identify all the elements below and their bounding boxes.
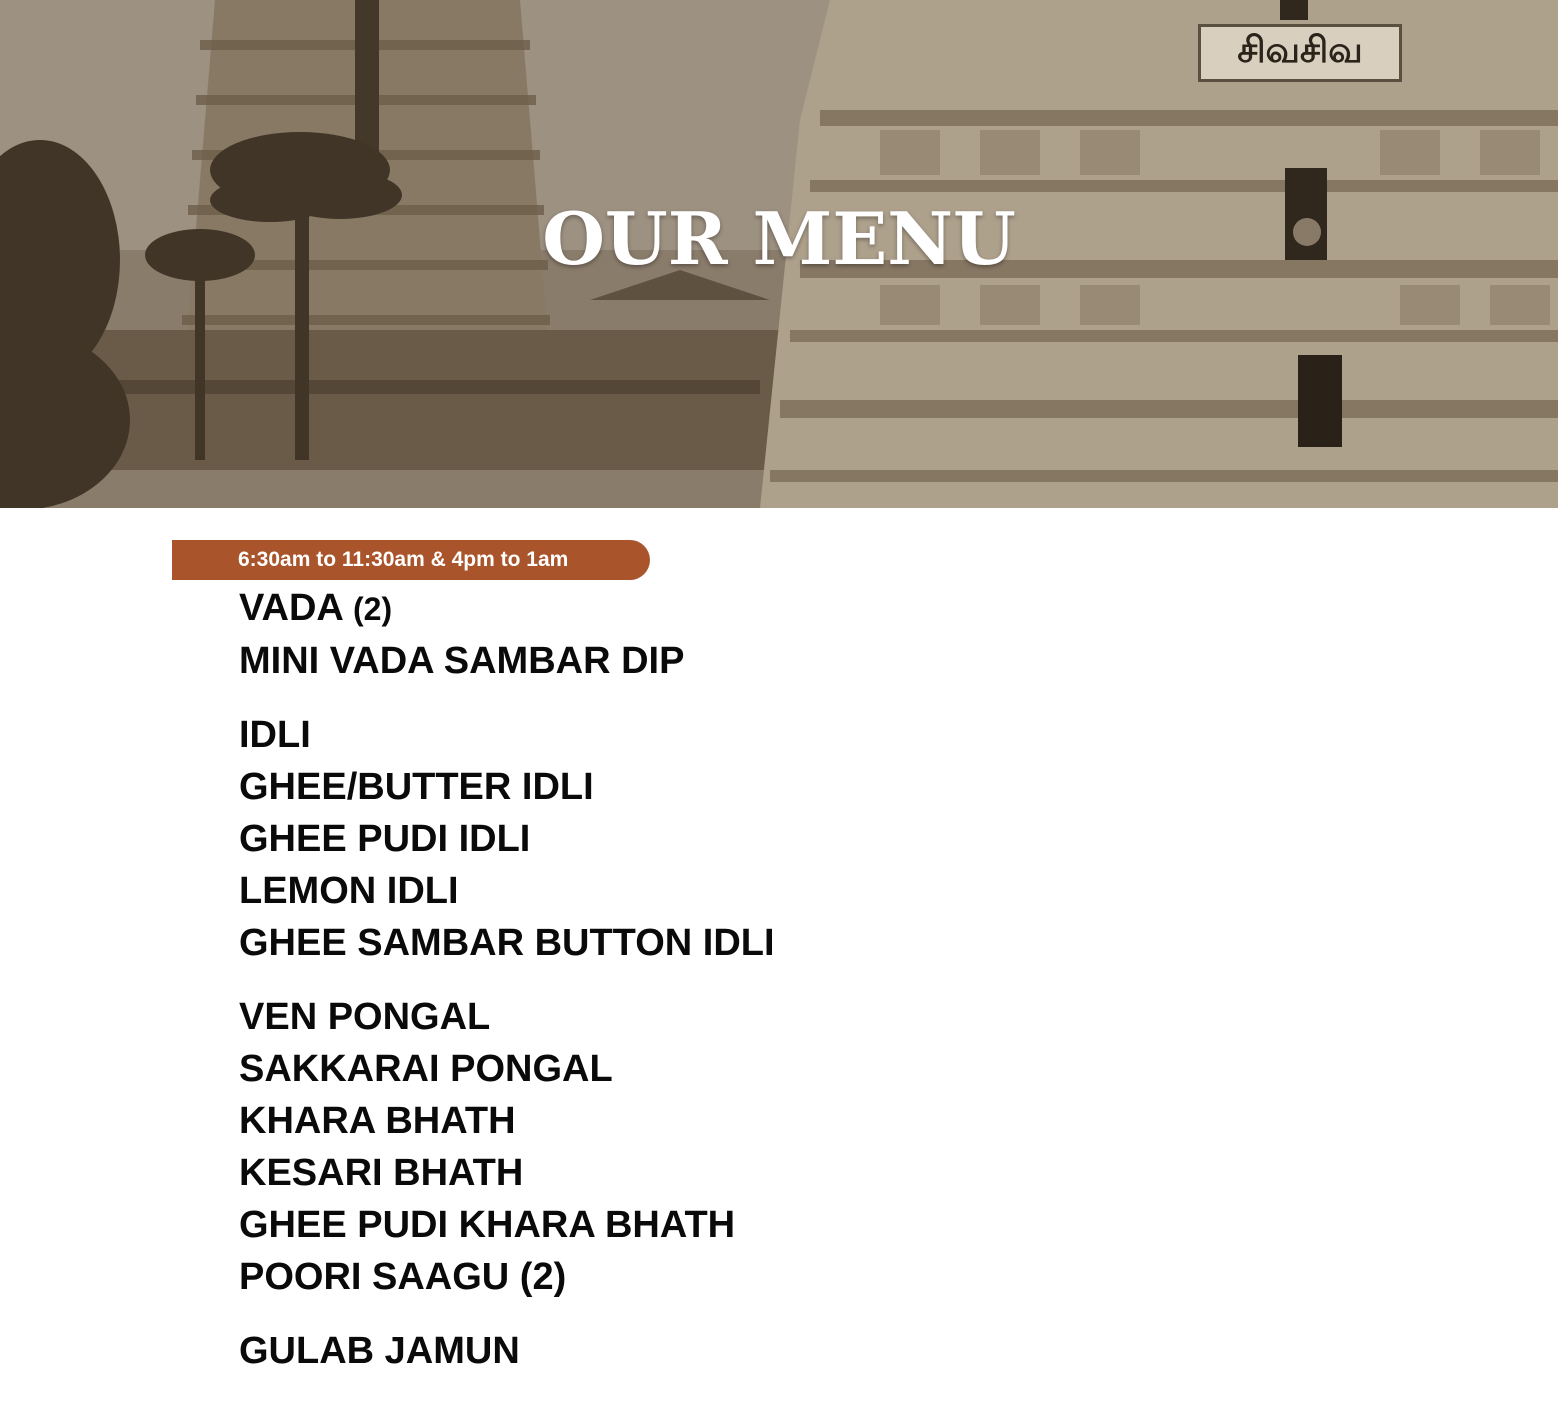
menu-item-name: VEN PONGAL: [239, 996, 491, 1038]
menu-item-name: POORI SAAGU (2): [239, 1256, 567, 1298]
menu-item: [239, 865, 775, 917]
tamil-sign: சிவசிவ: [1198, 24, 1402, 82]
menu-item: [239, 917, 775, 969]
menu-item-name: LEMON IDLI: [239, 870, 459, 912]
menu-item-name: SAKKARAI PONGAL: [239, 1048, 613, 1090]
menu-group-sweets: [239, 1325, 775, 1377]
hours-badge: 6:30am to 11:30am & 4pm to 1am: [172, 540, 650, 580]
menu-item-name: GHEE SAMBAR BUTTON IDLI: [239, 922, 775, 964]
page-title: OUR MENU: [542, 196, 1016, 281]
menu-item: [239, 1199, 775, 1251]
menu-item: [239, 1325, 775, 1377]
menu-item-name: GHEE PUDI KHARA BHATH: [239, 1204, 736, 1246]
menu-group-vada: [239, 582, 775, 687]
menu-item: [239, 1043, 775, 1095]
menu-item-name: KESARI BHATH: [239, 1152, 524, 1194]
menu-item-name: KHARA BHATH: [239, 1100, 516, 1142]
menu-item: [239, 1147, 775, 1199]
menu-item: [239, 761, 775, 813]
hero-banner: [0, 0, 1558, 508]
menu-item-qty: (2): [353, 591, 393, 627]
menu-item: [239, 813, 775, 865]
menu-list: [239, 582, 775, 1399]
menu-item-name: VADA: [239, 587, 343, 629]
menu-item: [239, 1095, 775, 1147]
menu-item: [239, 991, 775, 1043]
menu-item-name: MINI VADA SAMBAR DIP: [239, 640, 685, 682]
menu-item: [239, 582, 775, 635]
menu-item-name: GHEE/BUTTER IDLI: [239, 766, 594, 808]
menu-item-name: GHEE PUDI IDLI: [239, 818, 531, 860]
menu-item: [239, 709, 775, 761]
menu-group-pongal-bhath: [239, 991, 775, 1303]
menu-item: [239, 1251, 775, 1303]
menu-item: [239, 635, 775, 687]
menu-item-name: IDLI: [239, 714, 311, 756]
menu-item-name: GULAB JAMUN: [239, 1330, 520, 1372]
menu-group-idli: [239, 709, 775, 969]
